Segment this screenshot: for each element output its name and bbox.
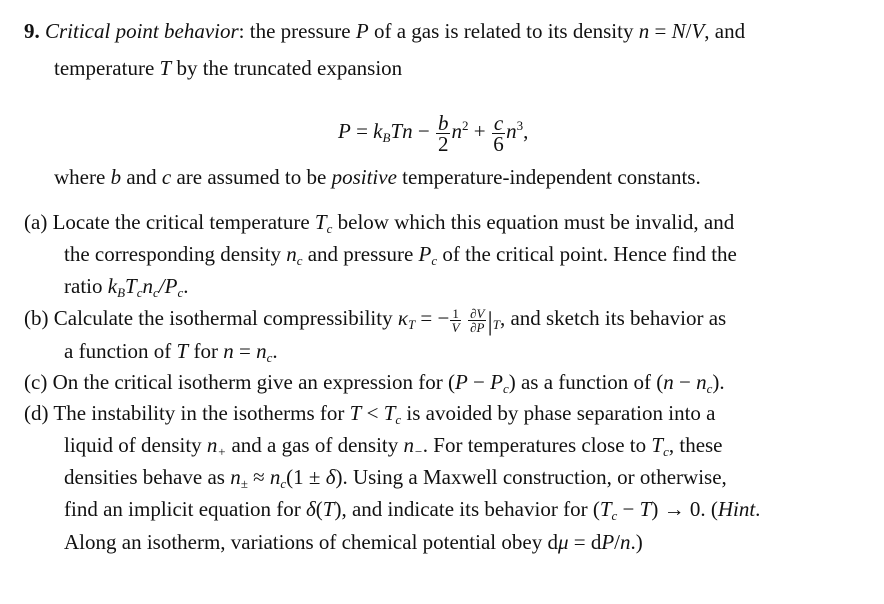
part-a-label: (a) [24,210,48,234]
intro-text-2: of a gas is related to its density [373,19,634,43]
part-b-line-2: a function of T for $n = n_c$. [64,339,278,365]
part-c-line-1: (c) On the critical isotherm give an expression for $(P - P_c)$ as a function of $(n - n_c)$. [24,370,725,396]
intro-text-4: temperature [54,56,155,80]
part-a-line-3: ratio $k_BT_cn_c/P_c$. [64,274,189,300]
hint-label: Hint [717,497,756,521]
problem-title: Critical point behavior [45,19,239,43]
symbol-T: T [159,56,172,80]
intro-text-5: by the truncated expansion [176,56,403,80]
positive-emphasis: positive [331,165,397,189]
intro-text-1: : the pressure [238,19,351,43]
part-d-line-1: (d) The instability in the isotherms for $T < T_c$ is avoided by phase separation into a [24,401,716,427]
intro-line-2 [54,54,402,82]
part-d-line-4: find an implicit equation for δ(T), and indicate its behavior for $(T_c - T) \to 0$. (Hint. [64,497,761,523]
part-d-label: (d) [24,401,49,425]
part-b-line-1: (b) Calculate the isothermal compressibility $\kappa_T$ = − $\frac{1}{V}$ $\frac{\partial V}{\partial P}$ $|_T$, and sketch its behavior as [24,305,727,336]
fraction-c-over-6: $\frac{c}{6}$ [493,110,504,156]
problem-number: 9. [24,19,40,43]
intro-text-3: and [714,19,746,43]
part-d-line-2: liquid of density $n_+$ and a gas of density $n_-$. For temperatures close to $T_c$, these [64,433,723,459]
constants-line: where b and c are assumed to be positive temperature-independent constants. [54,165,701,189]
critical-ratio: $k_BT_cn_c/P_c$ [107,274,184,300]
part-d-line-5: Along an isotherm, variations of chemical potential obey dμ = dP/n.) [64,530,643,554]
part-c-label: (c) [24,370,48,394]
pressure-equation: $P = k_BTn$ − $\frac{b}{2}$ $n^2$ + $\frac{c}{6}$ $n^3$, [338,110,529,156]
part-a-line-2: the corresponding density $n_c$ and pressure $P_c$ of the critical point. Hence find the [64,242,737,268]
part-b-label: (b) [24,306,49,330]
part-a-line-1: (a) Locate the critical temperature $T_c$ below which this equation must be invalid, and [24,210,735,236]
symbol-P: P [355,19,369,43]
part-d-line-3: densities behave as $n_\pm \approx n_c(1 \pm \delta)$. Using a Maxwell construction, or otherwise, [64,465,727,491]
problem-heading-line: 9. Critical point behavior: the pressure P of a gas is related to its density n = N/V, and [24,19,746,43]
compressibility-formula: $\kappa_T$ [397,306,416,332]
density-definition: n [638,19,650,43]
fraction-b-over-2: $\frac{b}{2}$ [437,110,449,156]
